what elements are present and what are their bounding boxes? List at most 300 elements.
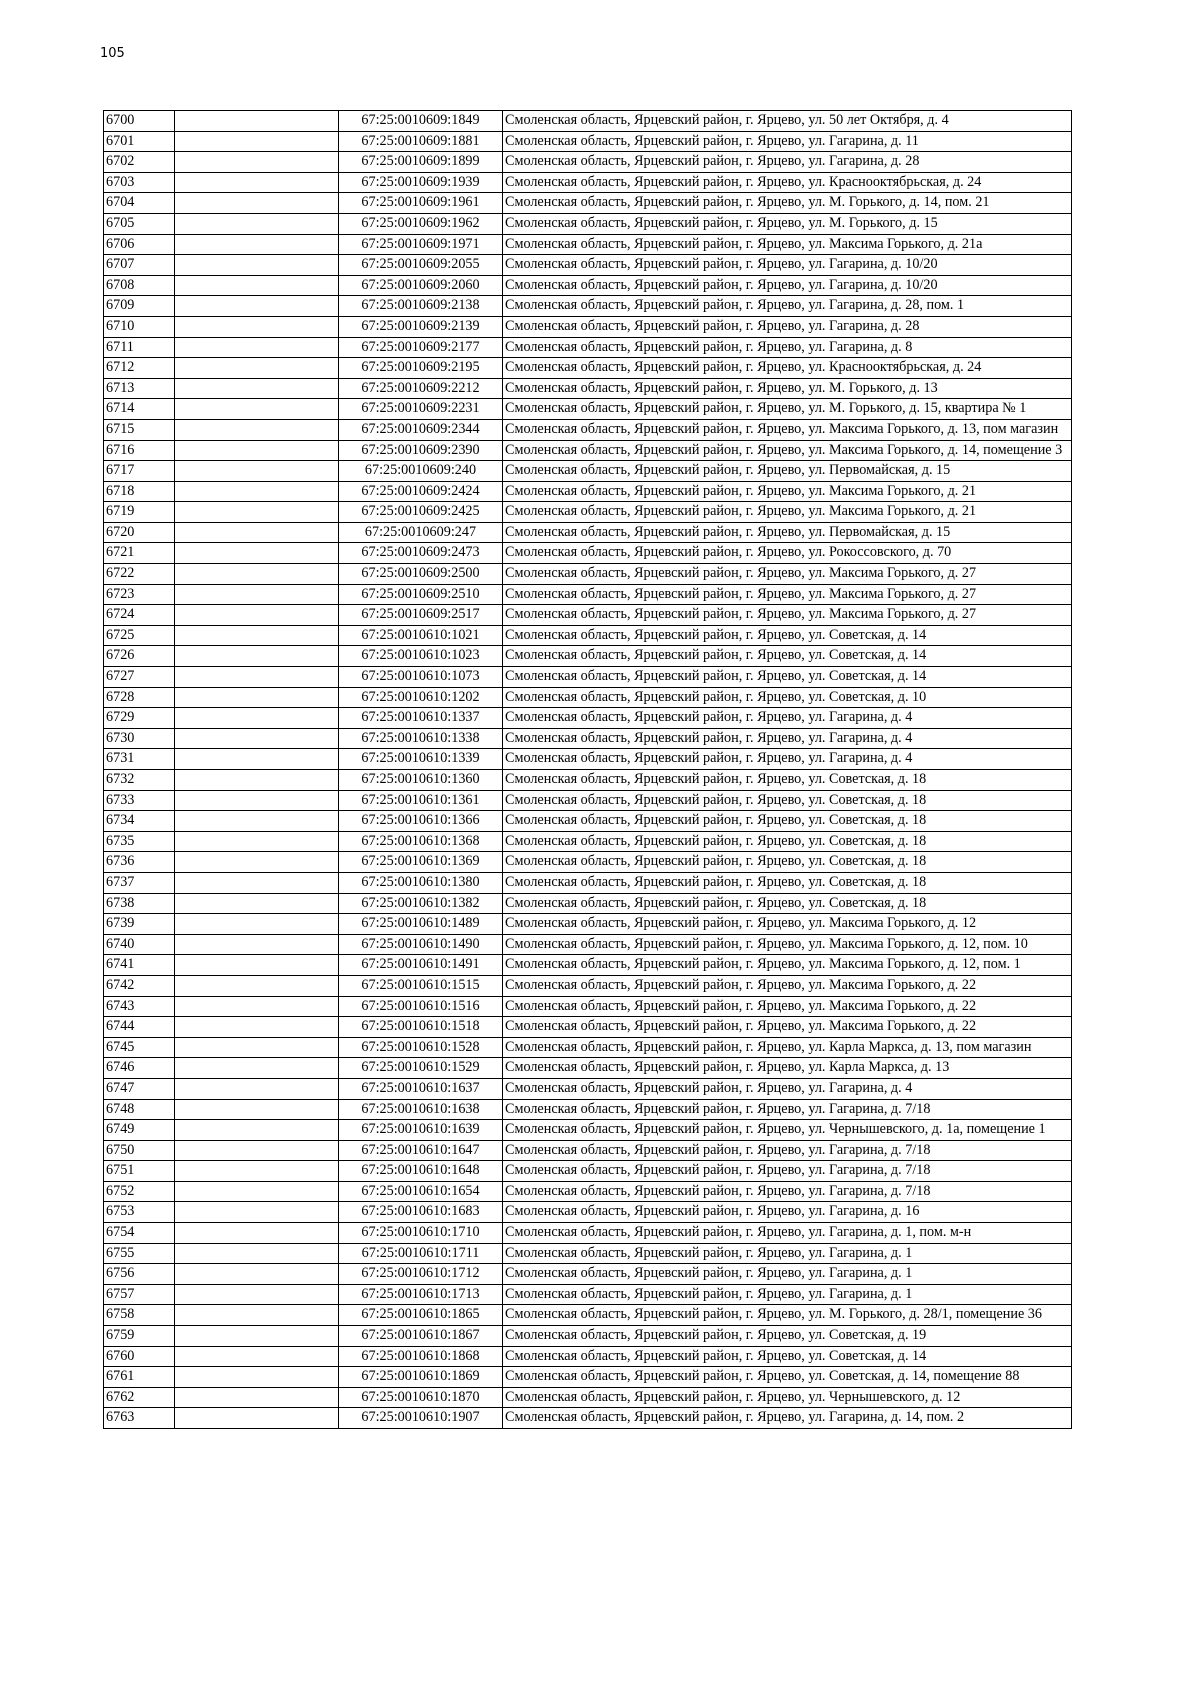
row-number-cell: 6722 [104, 564, 175, 585]
empty-cell [175, 893, 339, 914]
cadastral-number-cell: 67:25:0010610:1639 [339, 1120, 503, 1141]
empty-cell [175, 1326, 339, 1347]
registry-table-body [104, 111, 1072, 1429]
address-cell: Смоленская область, Ярцевский район, г. Ярцево, ул. Советская, д. 18 [503, 852, 1072, 873]
empty-cell [175, 1223, 339, 1244]
table-row [104, 1367, 1072, 1388]
cadastral-number-cell: 67:25:0010610:1867 [339, 1326, 503, 1347]
address-cell: Смоленская область, Ярцевский район, г. Ярцево, ул. Гагарина, д. 11 [503, 131, 1072, 152]
empty-cell [175, 275, 339, 296]
cadastral-number-cell: 67:25:0010610:1023 [339, 646, 503, 667]
row-number-cell: 6763 [104, 1408, 175, 1429]
empty-cell [175, 1037, 339, 1058]
address-cell: Смоленская область, Ярцевский район, г. Ярцево, ул. Карла Маркса, д. 13, пом магазин [503, 1037, 1072, 1058]
empty-cell [175, 502, 339, 523]
row-number-cell: 6701 [104, 131, 175, 152]
row-number-cell: 6746 [104, 1058, 175, 1079]
cadastral-number-cell: 67:25:0010610:1869 [339, 1367, 503, 1388]
cadastral-number-cell: 67:25:0010609:2212 [339, 378, 503, 399]
row-number-cell: 6733 [104, 790, 175, 811]
row-number-cell: 6713 [104, 378, 175, 399]
cadastral-number-cell: 67:25:0010610:1361 [339, 790, 503, 811]
address-cell: Смоленская область, Ярцевский район, г. Ярцево, ул. Гагарина, д. 16 [503, 1202, 1072, 1223]
row-number-cell: 6720 [104, 522, 175, 543]
row-number-cell: 6716 [104, 440, 175, 461]
cadastral-number-cell: 67:25:0010609:240 [339, 461, 503, 482]
empty-cell [175, 811, 339, 832]
address-cell: Смоленская область, Ярцевский район, г. Ярцево, ул. Советская, д. 14 [503, 625, 1072, 646]
cadastral-number-cell: 67:25:0010609:2055 [339, 255, 503, 276]
empty-cell [175, 872, 339, 893]
registry-table [103, 110, 1072, 1429]
empty-cell [175, 749, 339, 770]
address-cell: Смоленская область, Ярцевский район, г. Ярцево, ул. Чернышевского, д. 1а, помещение 1 [503, 1120, 1072, 1141]
address-cell: Смоленская область, Ярцевский район, г. Ярцево, ул. Гагарина, д. 1, пом. м-н [503, 1223, 1072, 1244]
cadastral-number-cell: 67:25:0010610:1360 [339, 770, 503, 791]
row-number-cell: 6758 [104, 1305, 175, 1326]
empty-cell [175, 770, 339, 791]
address-cell: Смоленская область, Ярцевский район, г. Ярцево, ул. Гагарина, д. 28, пом. 1 [503, 296, 1072, 317]
address-cell: Смоленская область, Ярцевский район, г. Ярцево, ул. М. Горького, д. 28/1, помещение 36 [503, 1305, 1072, 1326]
address-cell: Смоленская область, Ярцевский район, г. Ярцево, ул. Первомайская, д. 15 [503, 522, 1072, 543]
address-cell: Смоленская область, Ярцевский район, г. Ярцево, ул. Советская, д. 14, помещение 88 [503, 1367, 1072, 1388]
row-number-cell: 6728 [104, 687, 175, 708]
row-number-cell: 6734 [104, 811, 175, 832]
row-number-cell: 6742 [104, 975, 175, 996]
address-cell: Смоленская область, Ярцевский район, г. Ярцево, ул. Первомайская, д. 15 [503, 461, 1072, 482]
row-number-cell: 6707 [104, 255, 175, 276]
row-number-cell: 6717 [104, 461, 175, 482]
row-number-cell: 6709 [104, 296, 175, 317]
table-row [104, 378, 1072, 399]
address-cell: Смоленская область, Ярцевский район, г. Ярцево, ул. Советская, д. 19 [503, 1326, 1072, 1347]
cadastral-number-cell: 67:25:0010610:1368 [339, 831, 503, 852]
page-number: 105 [100, 46, 125, 61]
cadastral-number-cell: 67:25:0010609:1961 [339, 193, 503, 214]
row-number-cell: 6700 [104, 111, 175, 132]
row-number-cell: 6752 [104, 1181, 175, 1202]
row-number-cell: 6762 [104, 1387, 175, 1408]
empty-cell [175, 255, 339, 276]
empty-cell [175, 1264, 339, 1285]
cadastral-number-cell: 67:25:0010610:1865 [339, 1305, 503, 1326]
address-cell: Смоленская область, Ярцевский район, г. Ярцево, ул. Краснооктябрьская, д. 24 [503, 358, 1072, 379]
empty-cell [175, 1140, 339, 1161]
address-cell: Смоленская область, Ярцевский район, г. Ярцево, ул. Гагарина, д. 28 [503, 316, 1072, 337]
empty-cell [175, 852, 339, 873]
empty-cell [175, 1099, 339, 1120]
empty-cell [175, 975, 339, 996]
address-cell: Смоленская область, Ярцевский район, г. Ярцево, ул. Гагарина, д. 7/18 [503, 1140, 1072, 1161]
address-cell: Смоленская область, Ярцевский район, г. Ярцево, ул. Советская, д. 14 [503, 1346, 1072, 1367]
empty-cell [175, 399, 339, 420]
table-row [104, 1078, 1072, 1099]
row-number-cell: 6745 [104, 1037, 175, 1058]
cadastral-number-cell: 67:25:0010609:2500 [339, 564, 503, 585]
row-number-cell: 6751 [104, 1161, 175, 1182]
address-cell: Смоленская область, Ярцевский район, г. Ярцево, ул. Гагарина, д. 7/18 [503, 1181, 1072, 1202]
table-row [104, 831, 1072, 852]
address-cell: Смоленская область, Ярцевский район, г. Ярцево, ул. Максима Горького, д. 12, пом. 1 [503, 955, 1072, 976]
table-row [104, 934, 1072, 955]
empty-cell [175, 790, 339, 811]
address-cell: Смоленская область, Ярцевский район, г. Ярцево, ул. Гагарина, д. 1 [503, 1243, 1072, 1264]
cadastral-number-cell: 67:25:0010610:1648 [339, 1161, 503, 1182]
empty-cell [175, 1408, 339, 1429]
empty-cell [175, 646, 339, 667]
empty-cell [175, 316, 339, 337]
table-row [104, 213, 1072, 234]
row-number-cell: 6757 [104, 1284, 175, 1305]
table-row [104, 461, 1072, 482]
row-number-cell: 6740 [104, 934, 175, 955]
empty-cell [175, 934, 339, 955]
address-cell: Смоленская область, Ярцевский район, г. Ярцево, ул. Гагарина, д. 1 [503, 1284, 1072, 1305]
table-row [104, 543, 1072, 564]
cadastral-number-cell: 67:25:0010610:1654 [339, 1181, 503, 1202]
row-number-cell: 6735 [104, 831, 175, 852]
address-cell: Смоленская область, Ярцевский район, г. Ярцево, ул. Гагарина, д. 28 [503, 152, 1072, 173]
empty-cell [175, 419, 339, 440]
cadastral-number-cell: 67:25:0010610:1380 [339, 872, 503, 893]
empty-cell [175, 1202, 339, 1223]
table-row [104, 584, 1072, 605]
cadastral-number-cell: 67:25:0010610:1528 [339, 1037, 503, 1058]
row-number-cell: 6748 [104, 1099, 175, 1120]
row-number-cell: 6714 [104, 399, 175, 420]
table-row [104, 1058, 1072, 1079]
cadastral-number-cell: 67:25:0010610:1369 [339, 852, 503, 873]
table-row [104, 316, 1072, 337]
row-number-cell: 6704 [104, 193, 175, 214]
table-row [104, 419, 1072, 440]
cadastral-number-cell: 67:25:0010610:1338 [339, 728, 503, 749]
table-row [104, 667, 1072, 688]
cadastral-number-cell: 67:25:0010610:1490 [339, 934, 503, 955]
empty-cell [175, 1367, 339, 1388]
table-row [104, 975, 1072, 996]
table-row [104, 1408, 1072, 1429]
empty-cell [175, 605, 339, 626]
table-row [104, 790, 1072, 811]
row-number-cell: 6749 [104, 1120, 175, 1141]
address-cell: Смоленская область, Ярцевский район, г. Ярцево, ул. Гагарина, д. 4 [503, 728, 1072, 749]
empty-cell [175, 728, 339, 749]
row-number-cell: 6719 [104, 502, 175, 523]
empty-cell [175, 1346, 339, 1367]
table-row [104, 1305, 1072, 1326]
empty-cell [175, 296, 339, 317]
empty-cell [175, 1243, 339, 1264]
cadastral-number-cell: 67:25:0010610:1518 [339, 1017, 503, 1038]
cadastral-number-cell: 67:25:0010609:2195 [339, 358, 503, 379]
table-row [104, 914, 1072, 935]
table-row [104, 1140, 1072, 1161]
empty-cell [175, 358, 339, 379]
table-row [104, 358, 1072, 379]
table-row [104, 1202, 1072, 1223]
empty-cell [175, 522, 339, 543]
table-row [104, 1161, 1072, 1182]
cadastral-number-cell: 67:25:0010610:1713 [339, 1284, 503, 1305]
address-cell: Смоленская область, Ярцевский район, г. Ярцево, ул. Гагарина, д. 1 [503, 1264, 1072, 1285]
empty-cell [175, 1120, 339, 1141]
cadastral-number-cell: 67:25:0010609:2517 [339, 605, 503, 626]
table-row [104, 1387, 1072, 1408]
empty-cell [175, 1305, 339, 1326]
row-number-cell: 6761 [104, 1367, 175, 1388]
row-number-cell: 6723 [104, 584, 175, 605]
address-cell: Смоленская область, Ярцевский район, г. Ярцево, ул. Максима Горького, д. 22 [503, 975, 1072, 996]
address-cell: Смоленская область, Ярцевский район, г. Ярцево, ул. Краснооктябрьская, д. 24 [503, 172, 1072, 193]
table-row [104, 872, 1072, 893]
cadastral-number-cell: 67:25:0010610:1637 [339, 1078, 503, 1099]
table-row [104, 708, 1072, 729]
table-row [104, 564, 1072, 585]
address-cell: Смоленская область, Ярцевский район, г. Ярцево, ул. Максима Горького, д. 22 [503, 1017, 1072, 1038]
empty-cell [175, 213, 339, 234]
cadastral-number-cell: 67:25:0010610:1683 [339, 1202, 503, 1223]
table-row [104, 852, 1072, 873]
cadastral-number-cell: 67:25:0010609:2424 [339, 481, 503, 502]
address-cell: Смоленская область, Ярцевский район, г. Ярцево, ул. Максима Горького, д. 21 [503, 481, 1072, 502]
table-row [104, 728, 1072, 749]
address-cell: Смоленская область, Ярцевский район, г. Ярцево, ул. Советская, д. 18 [503, 831, 1072, 852]
table-row [104, 337, 1072, 358]
empty-cell [175, 337, 339, 358]
empty-cell [175, 1161, 339, 1182]
empty-cell [175, 687, 339, 708]
cadastral-number-cell: 67:25:0010609:2177 [339, 337, 503, 358]
address-cell: Смоленская область, Ярцевский район, г. Ярцево, ул. Советская, д. 18 [503, 893, 1072, 914]
empty-cell [175, 461, 339, 482]
table-row [104, 172, 1072, 193]
row-number-cell: 6721 [104, 543, 175, 564]
empty-cell [175, 131, 339, 152]
address-cell: Смоленская область, Ярцевский район, г. Ярцево, ул. Гагарина, д. 4 [503, 708, 1072, 729]
cadastral-number-cell: 67:25:0010610:1868 [339, 1346, 503, 1367]
cadastral-number-cell: 67:25:0010610:1202 [339, 687, 503, 708]
row-number-cell: 6724 [104, 605, 175, 626]
empty-cell [175, 584, 339, 605]
row-number-cell: 6755 [104, 1243, 175, 1264]
empty-cell [175, 708, 339, 729]
cadastral-number-cell: 67:25:0010609:1939 [339, 172, 503, 193]
address-cell: Смоленская область, Ярцевский район, г. Ярцево, ул. М. Горького, д. 15, квартира № 1 [503, 399, 1072, 420]
table-row [104, 111, 1072, 132]
cadastral-number-cell: 67:25:0010610:1529 [339, 1058, 503, 1079]
address-cell: Смоленская область, Ярцевский район, г. Ярцево, ул. Гагарина, д. 7/18 [503, 1099, 1072, 1120]
empty-cell [175, 564, 339, 585]
table-row [104, 1223, 1072, 1244]
table-row [104, 1346, 1072, 1367]
empty-cell [175, 234, 339, 255]
table-row [104, 296, 1072, 317]
row-number-cell: 6706 [104, 234, 175, 255]
empty-cell [175, 996, 339, 1017]
address-cell: Смоленская область, Ярцевский район, г. Ярцево, ул. Гагарина, д. 10/20 [503, 275, 1072, 296]
empty-cell [175, 914, 339, 935]
table-row [104, 152, 1072, 173]
empty-cell [175, 1284, 339, 1305]
address-cell: Смоленская область, Ярцевский район, г. Ярцево, ул. Советская, д. 14 [503, 646, 1072, 667]
row-number-cell: 6715 [104, 419, 175, 440]
cadastral-number-cell: 67:25:0010610:1491 [339, 955, 503, 976]
table-row [104, 255, 1072, 276]
table-row [104, 625, 1072, 646]
row-number-cell: 6732 [104, 770, 175, 791]
cadastral-number-cell: 67:25:0010610:1489 [339, 914, 503, 935]
cadastral-number-cell: 67:25:0010609:1962 [339, 213, 503, 234]
cadastral-number-cell: 67:25:0010610:1647 [339, 1140, 503, 1161]
row-number-cell: 6760 [104, 1346, 175, 1367]
address-cell: Смоленская область, Ярцевский район, г. Ярцево, ул. Гагарина, д. 4 [503, 749, 1072, 770]
address-cell: Смоленская область, Ярцевский район, г. Ярцево, ул. Максима Горького, д. 27 [503, 564, 1072, 585]
empty-cell [175, 193, 339, 214]
address-cell: Смоленская область, Ярцевский район, г. Ярцево, ул. Советская, д. 10 [503, 687, 1072, 708]
table-row [104, 440, 1072, 461]
cadastral-number-cell: 67:25:0010609:1849 [339, 111, 503, 132]
table-row [104, 996, 1072, 1017]
cadastral-number-cell: 67:25:0010610:1907 [339, 1408, 503, 1429]
address-cell: Смоленская область, Ярцевский район, г. Ярцево, ул. Максима Горького, д. 12, пом. 10 [503, 934, 1072, 955]
row-number-cell: 6759 [104, 1326, 175, 1347]
address-cell: Смоленская область, Ярцевский район, г. Ярцево, ул. Максима Горького, д. 13, пом магазин [503, 419, 1072, 440]
address-cell: Смоленская область, Ярцевский район, г. Ярцево, ул. Гагарина, д. 7/18 [503, 1161, 1072, 1182]
address-cell: Смоленская область, Ярцевский район, г. Ярцево, ул. Гагарина, д. 14, пом. 2 [503, 1408, 1072, 1429]
address-cell: Смоленская область, Ярцевский район, г. Ярцево, ул. М. Горького, д. 13 [503, 378, 1072, 399]
address-cell: Смоленская область, Ярцевский район, г. Ярцево, ул. Максима Горького, д. 27 [503, 584, 1072, 605]
cadastral-number-cell: 67:25:0010610:1870 [339, 1387, 503, 1408]
empty-cell [175, 1078, 339, 1099]
row-number-cell: 6727 [104, 667, 175, 688]
cadastral-number-cell: 67:25:0010609:2060 [339, 275, 503, 296]
address-cell: Смоленская область, Ярцевский район, г. Ярцево, ул. Максима Горького, д. 21а [503, 234, 1072, 255]
table-row [104, 955, 1072, 976]
cadastral-number-cell: 67:25:0010609:1881 [339, 131, 503, 152]
empty-cell [175, 152, 339, 173]
cadastral-number-cell: 67:25:0010610:1710 [339, 1223, 503, 1244]
row-number-cell: 6718 [104, 481, 175, 502]
cadastral-number-cell: 67:25:0010609:2425 [339, 502, 503, 523]
row-number-cell: 6741 [104, 955, 175, 976]
row-number-cell: 6736 [104, 852, 175, 873]
table-row [104, 131, 1072, 152]
table-row [104, 275, 1072, 296]
address-cell: Смоленская область, Ярцевский район, г. Ярцево, ул. Советская, д. 18 [503, 872, 1072, 893]
empty-cell [175, 831, 339, 852]
cadastral-number-cell: 67:25:0010610:1516 [339, 996, 503, 1017]
row-number-cell: 6726 [104, 646, 175, 667]
address-cell: Смоленская область, Ярцевский район, г. Ярцево, ул. Максима Горького, д. 21 [503, 502, 1072, 523]
cadastral-number-cell: 67:25:0010609:2231 [339, 399, 503, 420]
address-cell: Смоленская область, Ярцевский район, г. Ярцево, ул. Максима Горького, д. 14, помещение 3 [503, 440, 1072, 461]
address-cell: Смоленская область, Ярцевский район, г. Ярцево, ул. Чернышевского, д. 12 [503, 1387, 1072, 1408]
row-number-cell: 6725 [104, 625, 175, 646]
row-number-cell: 6738 [104, 893, 175, 914]
table-row [104, 605, 1072, 626]
row-number-cell: 6731 [104, 749, 175, 770]
cadastral-number-cell: 67:25:0010610:1337 [339, 708, 503, 729]
row-number-cell: 6750 [104, 1140, 175, 1161]
address-cell: Смоленская область, Ярцевский район, г. Ярцево, ул. Максима Горького, д. 22 [503, 996, 1072, 1017]
table-row [104, 1243, 1072, 1264]
address-cell: Смоленская область, Ярцевский район, г. Ярцево, ул. Гагарина, д. 10/20 [503, 255, 1072, 276]
table-row [104, 1120, 1072, 1141]
table-row [104, 522, 1072, 543]
table-row [104, 1099, 1072, 1120]
cadastral-number-cell: 67:25:0010610:1339 [339, 749, 503, 770]
empty-cell [175, 1181, 339, 1202]
address-cell: Смоленская область, Ярцевский район, г. Ярцево, ул. Советская, д. 14 [503, 667, 1072, 688]
cadastral-number-cell: 67:25:0010609:2138 [339, 296, 503, 317]
address-cell: Смоленская область, Ярцевский район, г. Ярцево, ул. Гагарина, д. 8 [503, 337, 1072, 358]
empty-cell [175, 111, 339, 132]
empty-cell [175, 1017, 339, 1038]
cadastral-number-cell: 67:25:0010609:2510 [339, 584, 503, 605]
empty-cell [175, 955, 339, 976]
cadastral-number-cell: 67:25:0010610:1515 [339, 975, 503, 996]
row-number-cell: 6754 [104, 1223, 175, 1244]
row-number-cell: 6729 [104, 708, 175, 729]
row-number-cell: 6756 [104, 1264, 175, 1285]
cadastral-number-cell: 67:25:0010609:1899 [339, 152, 503, 173]
address-cell: Смоленская область, Ярцевский район, г. Ярцево, ул. Максима Горького, д. 12 [503, 914, 1072, 935]
address-cell: Смоленская область, Ярцевский район, г. Ярцево, ул. Карла Маркса, д. 13 [503, 1058, 1072, 1079]
table-row [104, 893, 1072, 914]
cadastral-number-cell: 67:25:0010610:1712 [339, 1264, 503, 1285]
address-cell: Смоленская область, Ярцевский район, г. Ярцево, ул. Советская, д. 18 [503, 770, 1072, 791]
cadastral-number-cell: 67:25:0010610:1638 [339, 1099, 503, 1120]
row-number-cell: 6711 [104, 337, 175, 358]
row-number-cell: 6708 [104, 275, 175, 296]
address-cell: Смоленская область, Ярцевский район, г. Ярцево, ул. М. Горького, д. 15 [503, 213, 1072, 234]
cadastral-number-cell: 67:25:0010609:2139 [339, 316, 503, 337]
address-cell: Смоленская область, Ярцевский район, г. Ярцево, ул. Максима Горького, д. 27 [503, 605, 1072, 626]
row-number-cell: 6739 [104, 914, 175, 935]
row-number-cell: 6744 [104, 1017, 175, 1038]
cadastral-number-cell: 67:25:0010609:2344 [339, 419, 503, 440]
empty-cell [175, 1387, 339, 1408]
row-number-cell: 6753 [104, 1202, 175, 1223]
cadastral-number-cell: 67:25:0010610:1711 [339, 1243, 503, 1264]
row-number-cell: 6730 [104, 728, 175, 749]
row-number-cell: 6705 [104, 213, 175, 234]
cadastral-number-cell: 67:25:0010609:2473 [339, 543, 503, 564]
empty-cell [175, 543, 339, 564]
address-cell: Смоленская область, Ярцевский район, г. Ярцево, ул. Гагарина, д. 4 [503, 1078, 1072, 1099]
empty-cell [175, 625, 339, 646]
row-number-cell: 6747 [104, 1078, 175, 1099]
cadastral-number-cell: 67:25:0010610:1021 [339, 625, 503, 646]
table-row [104, 811, 1072, 832]
empty-cell [175, 667, 339, 688]
table-row [104, 1264, 1072, 1285]
address-cell: Смоленская область, Ярцевский район, г. Ярцево, ул. 50 лет Октября, д. 4 [503, 111, 1072, 132]
address-cell: Смоленская область, Ярцевский район, г. Ярцево, ул. Рокоссовского, д. 70 [503, 543, 1072, 564]
table-row [104, 481, 1072, 502]
table-row [104, 770, 1072, 791]
address-cell: Смоленская область, Ярцевский район, г. Ярцево, ул. М. Горького, д. 14, пом. 21 [503, 193, 1072, 214]
empty-cell [175, 1058, 339, 1079]
row-number-cell: 6737 [104, 872, 175, 893]
cadastral-number-cell: 67:25:0010610:1366 [339, 811, 503, 832]
cadastral-number-cell: 67:25:0010610:1073 [339, 667, 503, 688]
row-number-cell: 6743 [104, 996, 175, 1017]
table-row [104, 1037, 1072, 1058]
empty-cell [175, 481, 339, 502]
table-row [104, 502, 1072, 523]
